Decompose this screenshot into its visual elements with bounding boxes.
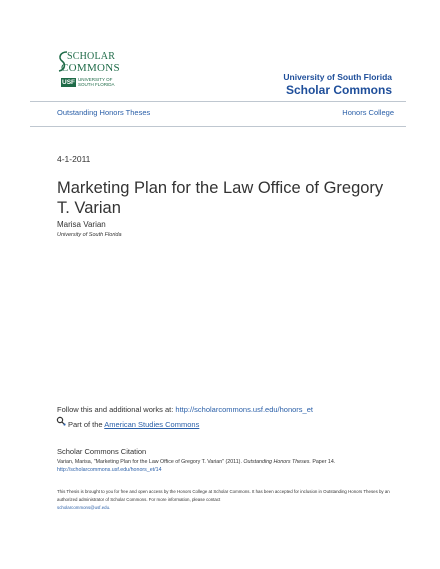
citation-series: Outstanding Honors Theses.: [243, 459, 311, 465]
author-institution: University of South Florida: [57, 232, 122, 238]
document-title: Marketing Plan for the Law Office of Gregory T. Varian: [57, 179, 384, 217]
notice-text: This Thesis is brought to you for free and open access by the Honors College at Scholar Commons. It has been accepted for inclusion in Outstanding Honors Theses by an authorized administrator of Scholar Commons. For more information, please contact: [57, 489, 390, 502]
contact-email-link[interactable]: scholarcommons@usf.edu.: [57, 505, 111, 510]
usf-name-line-2: SOUTH FLORIDA: [78, 82, 115, 87]
author-name: Marisa Varian: [57, 220, 106, 229]
follow-line: [57, 405, 313, 414]
usf-badge: USF: [62, 79, 75, 86]
series-link[interactable]: Outstanding Honors Theses: [57, 108, 151, 117]
citation-url-link[interactable]: http://scholarcommons.usf.edu/honors_et/14: [57, 467, 162, 473]
usf-name-line-1: UNIVERSITY OF: [78, 77, 113, 82]
network-icon: [56, 416, 66, 426]
citation-main: Varian, Marisa, "Marketing Plan for the Law Office of Gregory T. Varian" (2011).: [57, 459, 242, 465]
usf-name: [78, 77, 115, 87]
divider-top: [30, 101, 406, 102]
publication-date: 4-1-2011: [57, 154, 91, 164]
part-of-prefix: Part of the: [68, 420, 103, 429]
citation-paper: Paper 14.: [312, 459, 336, 465]
citation-text: [57, 458, 397, 474]
divider-bottom: [30, 126, 406, 127]
american-studies-link[interactable]: American Studies Commons: [104, 420, 200, 429]
repository-name[interactable]: Scholar Commons: [285, 83, 392, 97]
citation-heading: Scholar Commons Citation: [57, 447, 147, 456]
collection-url-link[interactable]: http://scholarcommons.usf.edu/honors_et: [175, 405, 313, 414]
logo-text-scholar: SCHOLAR: [67, 51, 116, 62]
open-access-notice: [57, 488, 407, 512]
part-of-line: [68, 420, 199, 429]
logo-text-commons: COMMONS: [61, 62, 120, 74]
university-name[interactable]: University of South Florida: [283, 72, 392, 82]
scholar-commons-logo[interactable]: [57, 50, 119, 90]
follow-prefix: Follow this and additional works at:: [57, 405, 174, 414]
college-link[interactable]: Honors College: [342, 108, 394, 117]
